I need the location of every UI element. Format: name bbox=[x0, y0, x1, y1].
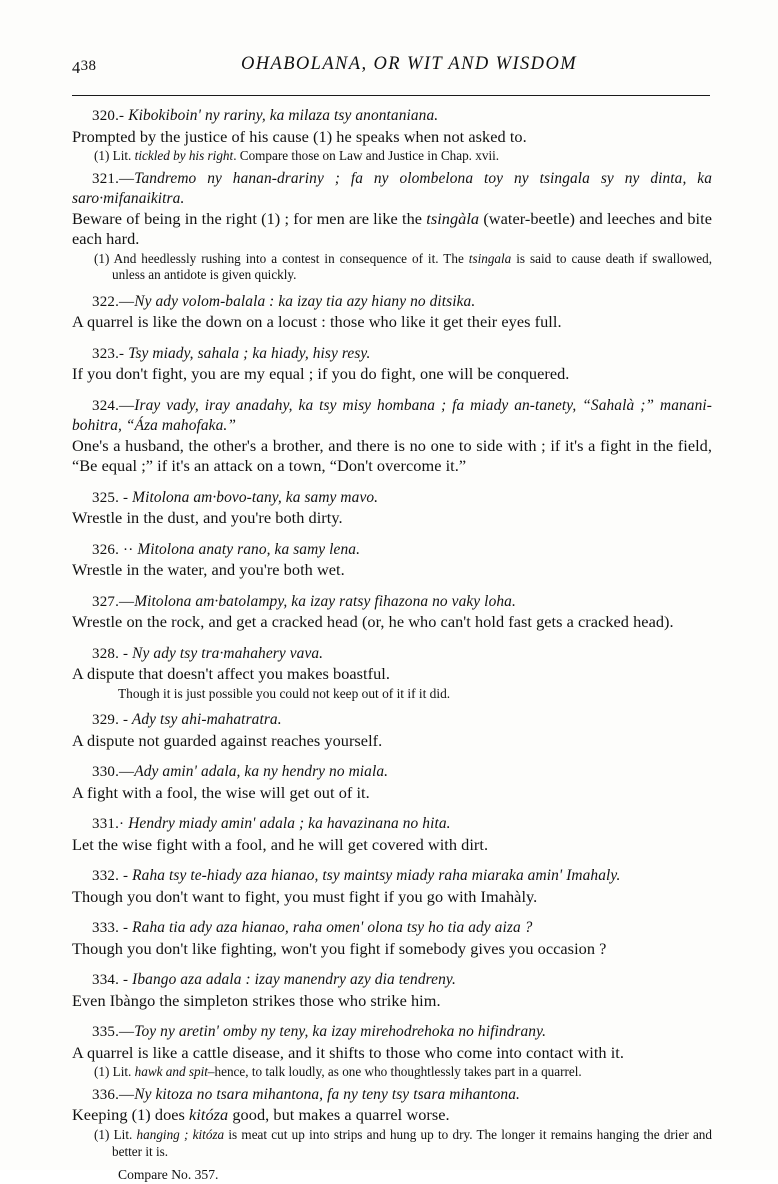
proverb-entry-322 bbox=[72, 292, 712, 333]
proverb-entry-324 bbox=[72, 396, 712, 477]
footnote-italic: tsingala bbox=[468, 250, 512, 266]
proverb-entry-330 bbox=[72, 762, 712, 803]
english-text: Even Ibàngo the simpleton strikes those who strike him. bbox=[72, 990, 441, 1010]
footnote-pre: (1) And heedlessly rushing into a contest in consequence of it. The bbox=[94, 250, 469, 266]
malagasy-body: Mitolona anaty rano, ka samy lena. bbox=[137, 540, 361, 558]
malagasy-text bbox=[72, 644, 712, 665]
malagasy-body: Kibokiboin' ny rariny, ka milaza tsy anontaniana. bbox=[128, 107, 439, 124]
malagasy-text bbox=[72, 866, 712, 887]
proverb-entry-328 bbox=[72, 644, 712, 703]
malagasy-body: Mitolona am·batolampy, ka izay ratsy fihazona no vaky loha. bbox=[134, 592, 516, 610]
entry-number: 330.— bbox=[92, 764, 135, 781]
footnote-pre: (1) Lit. bbox=[94, 148, 135, 163]
proverb-entry-335 bbox=[72, 1022, 712, 1081]
footnote-post: is said to cause death if swallowed, unless an antidote is given quickly. bbox=[112, 250, 712, 283]
english-post: (water-beetle) and leeches and bite each hard. bbox=[72, 208, 712, 249]
english-text: Wrestle in the dust, and you're both dirty. bbox=[72, 508, 343, 528]
english-text: A quarrel is like the down on a locust : those who like it get their eyes full. bbox=[72, 312, 562, 332]
proverb-entry-336 bbox=[72, 1085, 712, 1183]
english-text: Wrestle on the rock, and get a cracked head (or, he who can't hold fast gets a cracked head). bbox=[72, 612, 674, 632]
malagasy-body: Raha tia ady aza hianao, raha omen' olona tsy ho tia ady aiza ? bbox=[132, 919, 533, 937]
footnote bbox=[72, 148, 712, 165]
malagasy-body: Ady tsy ahi-mahatratra. bbox=[131, 711, 282, 729]
entry-number: 326. ·· bbox=[92, 541, 134, 558]
malagasy-text bbox=[72, 344, 712, 365]
malagasy-body: Mitolona am·bovo-tany, ka samy mavo. bbox=[132, 488, 379, 506]
malagasy-text bbox=[72, 970, 712, 991]
page-header bbox=[72, 54, 720, 84]
entry-number: 320.- bbox=[92, 108, 125, 124]
entry-number: 324.— bbox=[92, 397, 135, 414]
footnote: Though it is just possible you could not keep out of it if it did. bbox=[118, 685, 451, 701]
proverb-entry-326 bbox=[72, 540, 712, 581]
footnote-italic: hawk and spit bbox=[134, 1064, 208, 1080]
entry-number: 327.— bbox=[92, 593, 135, 610]
proverb-entry-325 bbox=[72, 488, 712, 529]
malagasy-text bbox=[72, 169, 712, 209]
footnote bbox=[72, 1127, 712, 1160]
malagasy-body: Ny ady volom-balala : ka izay tia azy hiany no ditsika. bbox=[134, 292, 476, 310]
footnote-italic: tickled by his right bbox=[134, 148, 234, 163]
malagasy-text bbox=[72, 814, 712, 835]
entry-number: 321.— bbox=[92, 170, 135, 187]
english-text: One's a husband, the other's a brother, and there is no one to side with ; if it's a fight in the field, “Be equal ;” if it's an attack on a town, “Don't overcome it.” bbox=[72, 435, 712, 476]
entry-number: 333. - bbox=[92, 920, 129, 937]
english-text: Though you don't want to fight, you must fight if you go with Imahàly. bbox=[72, 886, 538, 906]
english-text: Prompted by the justice of his cause (1) he speaks when not asked to. bbox=[72, 126, 527, 146]
entry-number: 323.- bbox=[92, 345, 125, 362]
malagasy-body: Ady amin' adala, ka ny hendry no miala. bbox=[134, 763, 389, 781]
footnote-italic: hanging ; kitóza bbox=[136, 1126, 225, 1142]
malagasy-body: Hendry miady amin' adala ; ka havazinana no hita. bbox=[128, 815, 451, 833]
malagasy-text bbox=[72, 396, 712, 436]
malagasy-text bbox=[72, 292, 712, 313]
english-text bbox=[72, 209, 712, 250]
malagasy-text bbox=[72, 488, 712, 509]
entry-number: 329. - bbox=[92, 712, 129, 729]
header-rule bbox=[72, 95, 710, 96]
running-head: OHABOLANA, OR WIT AND WISDOM bbox=[240, 54, 578, 74]
footnote-pre: (1) Lit. bbox=[94, 1126, 137, 1142]
malagasy-text bbox=[72, 918, 712, 939]
english-post: good, but makes a quarrel worse. bbox=[228, 1105, 450, 1125]
entry-number: 334. - bbox=[92, 972, 129, 989]
page-number-rest: 38 bbox=[80, 58, 97, 74]
body-column bbox=[72, 106, 712, 1184]
malagasy-body: Tsy miady, sahala ; ka hiady, hisy resy. bbox=[128, 344, 371, 362]
footnote-post: . Compare those on Law and Justice in Chap. xvii. bbox=[233, 148, 500, 163]
proverb-entry-320 bbox=[72, 106, 712, 165]
cross-reference: Compare No. 357. bbox=[118, 1167, 219, 1183]
proverb-entry-334 bbox=[72, 970, 712, 1011]
english-text: A dispute that doesn't affect you makes boastful. bbox=[72, 664, 390, 684]
footnote-post: is meat cut up into strips and hung up to dry. The longer it remains hanging the drier and better it is. bbox=[112, 1126, 712, 1159]
proverb-entry-329 bbox=[72, 710, 712, 751]
malagasy-text bbox=[72, 592, 712, 613]
page-number-lead: 4 bbox=[72, 58, 81, 77]
english-text bbox=[72, 1105, 712, 1126]
malagasy-text bbox=[72, 540, 712, 561]
entry-number: 322.— bbox=[92, 293, 135, 310]
malagasy-body: Iray vady, iray anadahy, ka tsy misy hombana ; fa miady an-tanety, “Sahalà ;” manani-bohitra, “Áza mahofaka.” bbox=[72, 396, 712, 435]
malagasy-text bbox=[72, 710, 712, 731]
footnote-post: –hence, to talk loudly, as one who thoughtlessly takes part in a quarrel. bbox=[207, 1064, 582, 1080]
english-pre: Beware of being in the right (1) ; for men are like the bbox=[72, 208, 427, 228]
english-text: A dispute not guarded against reaches yourself. bbox=[72, 730, 383, 750]
malagasy-body: Ibango aza adala : izay manendry azy dia tendreny. bbox=[132, 971, 456, 989]
proverb-entry-327 bbox=[72, 592, 712, 633]
entry-number: 335.— bbox=[92, 1024, 135, 1041]
english-pre: Keeping (1) does bbox=[72, 1105, 190, 1125]
malagasy-text bbox=[72, 1085, 712, 1106]
entry-number: 328. - bbox=[92, 645, 129, 662]
english-text: If you don't fight, you are my equal ; if you do fight, one will be conquered. bbox=[72, 364, 570, 384]
malagasy-text bbox=[72, 1022, 712, 1043]
footnote bbox=[72, 1064, 712, 1081]
malagasy-text bbox=[72, 106, 712, 127]
entry-number: 332. - bbox=[92, 868, 129, 885]
english-text: Though you don't like fighting, won't you fight if somebody gives you occasion ? bbox=[72, 938, 607, 958]
proverb-entry-321 bbox=[72, 169, 712, 284]
english-italic: kitóza bbox=[189, 1105, 229, 1125]
entry-number: 331.· bbox=[92, 816, 125, 833]
footnote-pre: (1) Lit. bbox=[94, 1064, 135, 1080]
entry-number: 325. - bbox=[92, 489, 129, 506]
footnote bbox=[72, 251, 712, 284]
malagasy-body: Toy ny aretin' omby ny teny, ka izay mirehodrehoka no hifindrany. bbox=[134, 1023, 547, 1041]
english-text: Let the wise fight with a fool, and he will get covered with dirt. bbox=[72, 834, 489, 854]
proverb-entry-332 bbox=[72, 866, 712, 907]
english-text: Wrestle in the water, and you're both wet. bbox=[72, 560, 345, 580]
malagasy-body: Ny ady tsy tra·mahahery vava. bbox=[132, 644, 324, 662]
english-text: A fight with a fool, the wise will get out of it. bbox=[72, 782, 370, 802]
malagasy-body: Raha tsy te-hiady aza hianao, tsy maintsy miady raha miaraka amin' Imahaly. bbox=[132, 867, 621, 885]
malagasy-body: Ny kitoza no tsara mihantona, fa ny teny tsy tsara mihantona. bbox=[134, 1085, 520, 1103]
entry-number: 336.— bbox=[92, 1086, 135, 1103]
proverb-entry-333 bbox=[72, 918, 712, 959]
proverb-entry-323 bbox=[72, 344, 712, 385]
malagasy-text bbox=[72, 762, 712, 783]
malagasy-body: Tandremo ny hanan-drariny ; fa ny olombelona toy ny tsingala sy ny dinta, ka saro·mifanaikitra. bbox=[72, 169, 712, 208]
english-text: A quarrel is like a cattle disease, and it shifts to those who come into contact with it. bbox=[72, 1042, 625, 1062]
proverb-entry-331 bbox=[72, 814, 712, 855]
english-italic: tsingàla bbox=[426, 208, 480, 228]
